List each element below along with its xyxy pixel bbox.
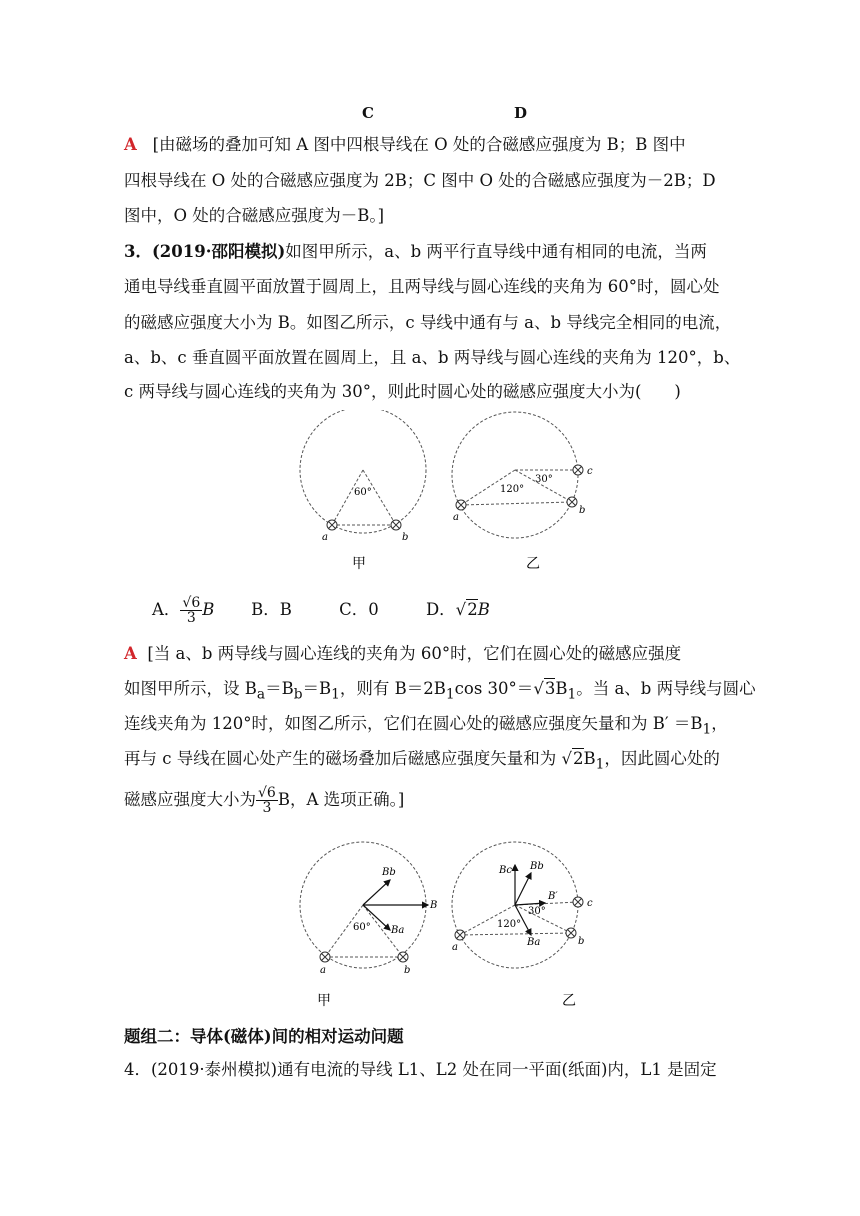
- answer-letter: A: [124, 135, 137, 154]
- option-a: A．: [152, 600, 181, 619]
- option-c: C．0: [339, 600, 379, 619]
- q2-answer-line1: [124, 134, 686, 156]
- option-c-label: C: [362, 104, 374, 122]
- q3-answer-line4: 再与 c 导线在圆心处产生的磁场叠加后磁感应强度矢量和为 $√2B_1$，因此圆心处的: [124, 749, 720, 773]
- question-text: 如图甲所示，a、b 两平行直导线中通有相同的电流，当两: [285, 242, 707, 261]
- vec-bprime-yi: B′: [548, 891, 558, 902]
- label-c-yi: c: [587, 466, 593, 477]
- vec-bc-yi: Bc: [499, 865, 512, 876]
- angle-30-yi: 30°: [528, 906, 546, 917]
- options-row: A． $\frac{√6}{3}$ B B．B C．0 D．√2B: [152, 595, 490, 626]
- caption-jia: 甲: [317, 993, 331, 1009]
- caption-yi: 乙: [562, 993, 576, 1009]
- q3-line2: 通电导线垂直圆平面放置于圆周上，且两导线与圆心连线的夹角为 60°时，圆心处: [124, 277, 720, 296]
- q3-answer-line3: 连线夹角为 120°时，如图乙所示，它们在圆心处的磁感应强度矢量和为 $B' =B_1$，: [124, 714, 728, 738]
- q2-answer-line3: 图中，O 处的合磁感应强度为－B。]: [124, 206, 385, 225]
- question-number: 3．(2019·邵阳模拟): [124, 242, 286, 261]
- q2-answer-line2: 四根导线在 O 处的合磁感应强度为 2B；C 图中 O 处的合磁感应强度为－2B；D: [124, 171, 716, 190]
- option-a-fraction: $\frac{√6}{3}$: [182, 595, 201, 626]
- option-d-label: D: [514, 104, 528, 122]
- vec-bb-yi: Bb: [530, 861, 544, 872]
- label-a-jia: a: [320, 965, 326, 976]
- angle-120-yi: 120°: [500, 484, 525, 495]
- angle-30-yi: 30°: [535, 474, 553, 485]
- answer-text: [由磁场的叠加可知 A 图中四根导线在 O 处的合磁感应强度为 B；B 图中: [152, 135, 686, 154]
- label-a-yi: a: [452, 942, 458, 953]
- q4-line1: 4．(2019·泰州模拟)通有电流的导线 L1、L2 处在同一平面(纸面)内，L1 是固定: [124, 1060, 717, 1079]
- q3-answer-line1: A [当 a、b 两导线与圆心连线的夹角为 60°时，它们在圆心处的磁感应强度: [124, 644, 682, 663]
- section-title: 题组二：导体(磁体)间的相对运动问题: [124, 1027, 404, 1046]
- caption-jia: 甲: [352, 556, 366, 572]
- figure1: [290, 410, 610, 580]
- option-d: D．: [425, 600, 456, 619]
- label-b-jia: b: [402, 532, 409, 543]
- vec-bb-jia: Bb: [382, 867, 396, 878]
- vec-ba-jia: Ba: [391, 925, 405, 936]
- angle-60-jia: 60°: [353, 922, 371, 933]
- vec-b-jia: B: [430, 900, 438, 911]
- angle-60-jia: 60°: [354, 487, 372, 498]
- q3-answer-line2: 如图甲所示，设 $B_a=B_b=B_1$，则有 $B=2B_1\cos$ $30^\circ=√3B_1$。当 a、b 两导线与圆心: [124, 679, 756, 703]
- q3-answer-line5: 磁感应强度大小为 $\frac{√6}{3}$ B，A 选项正确。]: [124, 785, 405, 816]
- label-a-jia: a: [322, 532, 328, 543]
- label-b-yi: b: [578, 936, 585, 947]
- option-b: B．B: [251, 600, 292, 619]
- figure2: [290, 835, 620, 1015]
- label-a-yi: a: [453, 512, 459, 523]
- q3-line1: [124, 241, 707, 263]
- caption-yi: 乙: [526, 556, 540, 572]
- label-b-yi: b: [579, 505, 586, 516]
- label-c-yi: c: [587, 898, 593, 909]
- vec-ba-yi: Ba: [527, 937, 541, 948]
- q3-line5: c 两导线与圆心连线的夹角为 30°，则此时圆心处的磁感应强度大小为( ): [124, 382, 681, 401]
- q3-line4: a、b、c 垂直圆平面放置在圆周上，且 a、b 两导线与圆心连线的夹角为 120°，b、: [124, 348, 741, 367]
- label-b-jia: b: [404, 965, 411, 976]
- answer-letter: A: [124, 644, 137, 663]
- angle-120-yi: 120°: [497, 919, 522, 930]
- q3-line3: 的磁感应强度大小为 B。如图乙所示，c 导线中通有与 a、b 导线完全相同的电流，: [124, 313, 732, 332]
